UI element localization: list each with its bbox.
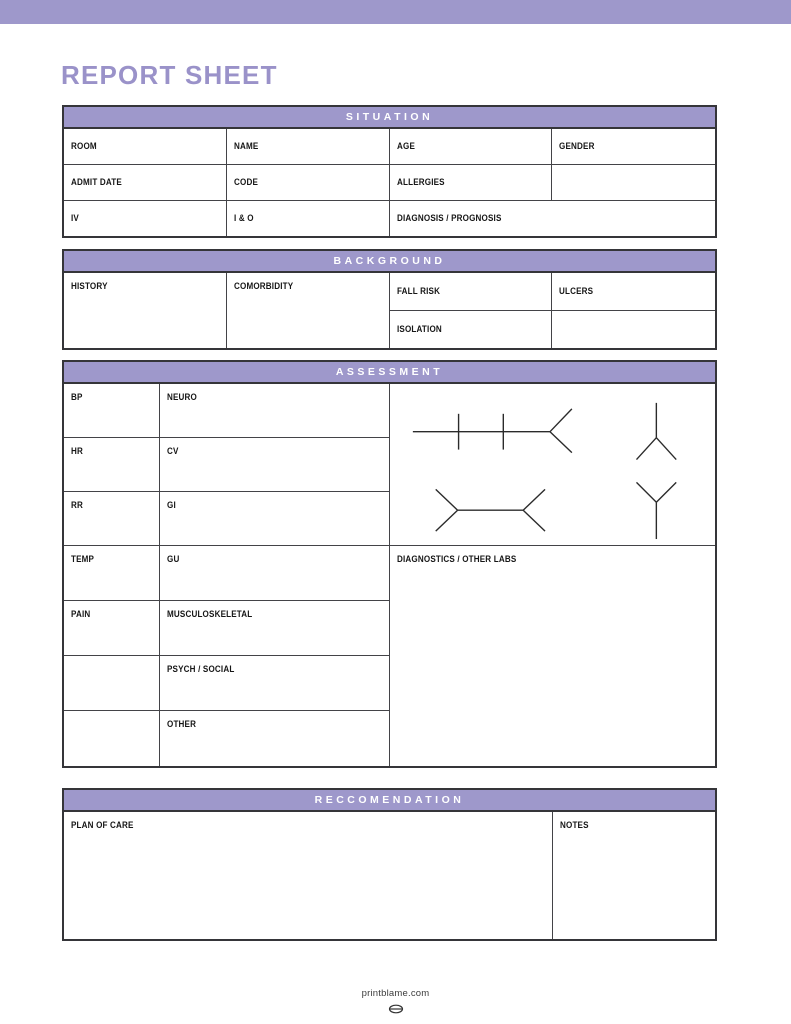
iv-label: IV <box>71 213 79 224</box>
assessment-section <box>62 360 717 768</box>
other-cell <box>160 711 390 766</box>
plan-of-care-cell <box>64 812 553 939</box>
psych-social-label: PSYCH / SOCIAL <box>167 664 235 675</box>
i-and-o-label: I & O <box>233 213 254 224</box>
lab-fishbone-diagrams <box>390 384 715 545</box>
name-cell <box>227 129 390 165</box>
room-label: ROOM <box>71 141 97 152</box>
footer-site-text: printblame.com <box>361 988 430 999</box>
ulcers-label: ULCERS <box>559 286 594 297</box>
y-fishbone-icon <box>636 482 676 539</box>
admit-date-cell <box>64 165 227 201</box>
neuro-cell <box>160 384 390 438</box>
gu-cell <box>160 546 390 601</box>
plan-of-care-label: PLAN OF CARE <box>71 820 134 831</box>
pain-label: PAIN <box>71 609 91 620</box>
recommendation-section <box>62 788 717 941</box>
fall-risk-label: FALL RISK <box>396 286 440 297</box>
gi-label: GI <box>167 500 176 511</box>
printblame-logo-icon <box>388 1004 404 1014</box>
background-section-header: BACKGROUND <box>64 251 715 273</box>
allergies-cell <box>390 165 553 201</box>
isolation-label: ISOLATION <box>396 324 442 335</box>
recommendation-section-header: RECCOMENDATION <box>64 790 715 812</box>
situation-section-header: SITUATION <box>64 107 715 129</box>
situation-grid <box>64 129 715 236</box>
admit-date-label: ADMIT DATE <box>71 177 122 188</box>
fall-risk-cell <box>390 273 553 311</box>
code-cell <box>227 165 390 201</box>
hr-label: HR <box>71 446 84 457</box>
diagnostics-other-labs-label: DIAGNOSTICS / OTHER LABS <box>397 554 517 565</box>
psych-social-cell <box>160 656 390 711</box>
name-label: NAME <box>233 141 259 152</box>
cv-label: CV <box>167 446 179 457</box>
comorbidity-label: COMORBIDITY <box>233 281 294 292</box>
page-footer <box>0 983 791 1014</box>
bp-label: BP <box>71 392 83 403</box>
rr-cell <box>64 492 160 546</box>
chemistry-fishbone-icon <box>413 409 572 453</box>
ulcers-cell <box>552 273 715 311</box>
comorbidity-cell <box>227 273 390 348</box>
musculoskeletal-cell <box>160 601 390 656</box>
diagnosis-prognosis-cell <box>390 201 716 236</box>
iv-cell <box>64 201 227 236</box>
assessment-grid <box>64 384 715 766</box>
situation-section <box>62 105 717 238</box>
recommendation-grid <box>64 812 715 939</box>
rr-label: RR <box>71 500 84 511</box>
top-accent-bar <box>0 0 791 24</box>
age-label: AGE <box>396 141 415 152</box>
gi-cell <box>160 492 390 546</box>
notes-label: NOTES <box>560 820 589 831</box>
other-label: OTHER <box>167 719 197 730</box>
code-label: CODE <box>233 177 258 188</box>
background-grid <box>64 273 715 348</box>
diagnostics-other-labs-cell <box>390 546 715 766</box>
empty-cell <box>552 165 715 201</box>
gender-label: GENDER <box>559 141 595 152</box>
notes-cell <box>553 812 715 939</box>
history-cell <box>64 273 227 348</box>
history-label: HISTORY <box>71 281 108 292</box>
inverted-y-fishbone-icon <box>636 403 676 460</box>
diagnosis-prognosis-label: DIAGNOSIS / PROGNOSIS <box>396 213 502 224</box>
assessment-section-header: ASSESSMENT <box>64 362 715 384</box>
temp-cell <box>64 546 160 601</box>
gender-cell <box>552 129 715 165</box>
musculoskeletal-label: MUSCULOSKELETAL <box>167 609 253 620</box>
cbc-fishbone-icon <box>436 489 545 531</box>
room-cell <box>64 129 227 165</box>
temp-label: TEMP <box>71 554 95 565</box>
i-and-o-cell <box>227 201 390 236</box>
age-cell <box>390 129 553 165</box>
empty-cell <box>552 311 715 348</box>
page-title: REPORT SHEET <box>61 60 278 90</box>
bp-cell <box>64 384 160 438</box>
cv-cell <box>160 438 390 492</box>
allergies-label: ALLERGIES <box>396 177 445 188</box>
empty-cell <box>64 656 160 711</box>
empty-cell <box>64 711 160 766</box>
background-section <box>62 249 717 350</box>
gu-label: GU <box>167 554 180 565</box>
isolation-cell <box>390 311 553 348</box>
hr-cell <box>64 438 160 492</box>
pain-cell <box>64 601 160 656</box>
neuro-label: NEURO <box>167 392 198 403</box>
lab-diagrams-cell <box>390 384 715 546</box>
